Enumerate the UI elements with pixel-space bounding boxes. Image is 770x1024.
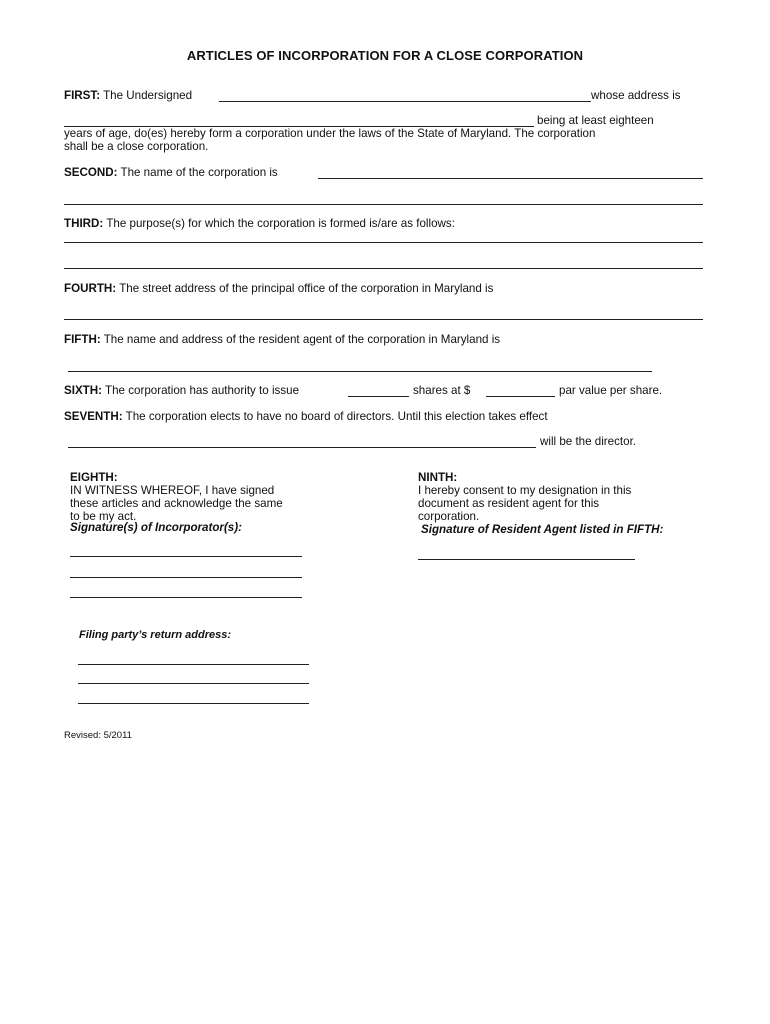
- second-text: The name of the corporation is: [120, 166, 278, 179]
- sixth-text1: The corporation has authority to issue: [105, 384, 300, 397]
- sixth-article: [64, 384, 299, 398]
- resident-agent-field[interactable]: [68, 371, 652, 372]
- resident-agent-signature-field[interactable]: [418, 559, 635, 560]
- third-text: The purpose(s) for which the corporation is formed is/are as follows:: [106, 217, 455, 230]
- sixth-text2: shares at $: [413, 384, 471, 397]
- purpose-field-2[interactable]: [64, 268, 703, 269]
- ninth-line1: I hereby consent to my designation in this: [418, 484, 632, 497]
- undersigned-name-field[interactable]: [219, 101, 591, 102]
- second-label: SECOND:: [64, 166, 118, 179]
- return-address-label: Filing party’s return address:: [79, 629, 232, 641]
- return-address-field-2[interactable]: [78, 683, 309, 684]
- second-article: [64, 166, 278, 180]
- third-article: [64, 217, 455, 231]
- page-title: ARTICLES OF INCORPORATION FOR A CLOSE CORPORATION: [186, 48, 584, 63]
- first-text1: The Undersigned: [103, 89, 193, 102]
- seventh-text2: will be the director.: [540, 435, 637, 448]
- first-text5: shall be a close corporation.: [64, 140, 209, 153]
- incorporator-signature-field-2[interactable]: [70, 577, 302, 578]
- first-text3: being at least eighteen: [537, 114, 654, 127]
- return-address-field-1[interactable]: [78, 664, 309, 665]
- fourth-article: [64, 282, 493, 296]
- purpose-field-1[interactable]: [64, 242, 703, 243]
- fifth-label: FIFTH:: [64, 333, 101, 346]
- ninth-label: NINTH:: [418, 471, 458, 484]
- incorporator-signature-field-3[interactable]: [70, 597, 302, 598]
- first-article-line1: [64, 89, 192, 103]
- incorporator-signature-field-1[interactable]: [70, 556, 302, 557]
- resident-agent-signature-label: Signature of Resident Agent listed in FIFTH:: [421, 523, 664, 536]
- first-text4: years of age, do(es) hereby form a corporation under the laws of the State of Maryland. The corporation: [64, 127, 596, 140]
- ninth-line3: corporation.: [418, 510, 480, 523]
- return-address-field-3[interactable]: [78, 703, 309, 704]
- third-label: THIRD:: [64, 217, 104, 230]
- corporation-name-field[interactable]: [318, 178, 703, 179]
- eighth-line3: to be my act.: [70, 510, 137, 523]
- seventh-label: SEVENTH:: [64, 410, 123, 423]
- seventh-text1: The corporation elects to have no board of directors. Until this election takes effect: [125, 410, 548, 423]
- sixth-label: SIXTH:: [64, 384, 103, 397]
- fifth-article: [64, 333, 500, 347]
- fourth-text: The street address of the principal office of the corporation in Maryland is: [119, 282, 494, 295]
- first-text2: whose address is: [591, 89, 681, 102]
- shares-count-field[interactable]: [348, 396, 409, 397]
- principal-office-address-field[interactable]: [64, 319, 703, 320]
- revised-date: Revised: 5/2011: [64, 730, 132, 741]
- incorporator-signature-label: Signature(s) of Incorporator(s):: [70, 521, 242, 534]
- director-name-field[interactable]: [68, 447, 536, 448]
- ninth-line2: document as resident agent for this: [418, 497, 600, 510]
- fourth-label: FOURTH:: [64, 282, 117, 295]
- seventh-article: [64, 410, 548, 424]
- fifth-text: The name and address of the resident agent of the corporation in Maryland is: [103, 333, 501, 346]
- eighth-line2: these articles and acknowledge the same: [70, 497, 283, 510]
- corporation-name-field-2[interactable]: [64, 204, 703, 205]
- sixth-text3: par value per share.: [559, 384, 663, 397]
- first-label: FIRST:: [64, 89, 101, 102]
- par-value-field[interactable]: [486, 396, 555, 397]
- eighth-line1: IN WITNESS WHEREOF, I have signed: [70, 484, 275, 497]
- eighth-label: EIGHTH:: [70, 471, 118, 484]
